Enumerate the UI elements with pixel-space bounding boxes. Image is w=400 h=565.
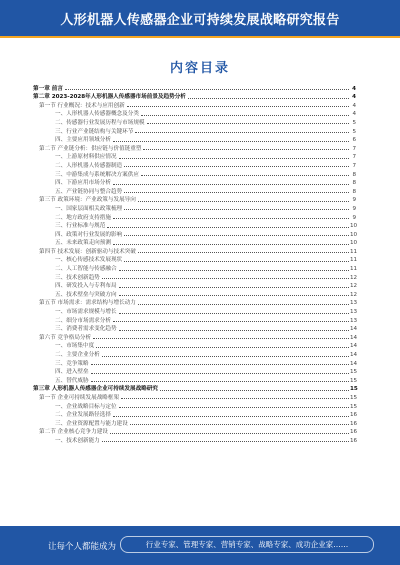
toc-entry[interactable] xyxy=(33,392,356,401)
page-header xyxy=(0,0,400,36)
toc-entry[interactable] xyxy=(33,117,356,126)
toc-entry-label: 三、企业资源配置与能力建设 xyxy=(55,420,128,427)
toc-entry-label: 五、技术壁垒与突破方向 xyxy=(55,291,117,298)
toc-entry[interactable] xyxy=(33,281,356,290)
toc-entry-label: 四、主要应用领域分析 xyxy=(55,137,111,144)
toc-entry-page: 4 xyxy=(352,102,356,109)
toc-entry[interactable] xyxy=(33,100,356,109)
toc-leader-dots xyxy=(124,192,349,193)
toc-entry-page: 14 xyxy=(350,360,358,367)
toc-entry-label: 第三节 政策环境：产业政策与发展导向 xyxy=(39,197,136,204)
page-footer xyxy=(0,526,400,565)
toc-entry[interactable] xyxy=(33,306,356,315)
toc-entry[interactable] xyxy=(33,255,356,264)
toc-entry-page: 11 xyxy=(350,248,358,255)
toc-entry-label: 二、地方政府支持措施 xyxy=(55,214,111,221)
toc-entry-label: 一、市场集中度 xyxy=(55,343,95,350)
toc-entry-page: 8 xyxy=(352,188,356,195)
toc-entry-label: 一、企业战略目标与定位 xyxy=(55,403,117,410)
toc-leader-dots xyxy=(130,424,349,425)
toc-entry[interactable] xyxy=(33,410,356,419)
toc-entry[interactable] xyxy=(33,83,356,92)
toc-leader-dots xyxy=(119,158,349,159)
toc-entry-label: 第二节 产业链分析：供应链与价值链重塑 xyxy=(39,145,142,152)
toc-entry-label: 三、技术创新趋势 xyxy=(55,274,100,281)
report-title: 人形机器人传感器企业可持续发展战略研究报告 xyxy=(60,13,340,28)
toc-entry[interactable] xyxy=(33,435,356,444)
toc-leader-dots xyxy=(113,416,349,417)
toc-entry-page: 11 xyxy=(350,266,358,273)
toc-entry[interactable] xyxy=(33,358,356,367)
footer-slogan: 让每个人都能成为 xyxy=(48,542,117,552)
toc-entry-label: 第二节 企业核心竞争力建设 xyxy=(39,429,108,436)
table-of-contents xyxy=(33,83,356,444)
toc-entry-page: 9 xyxy=(352,205,356,212)
toc-entry-page: 10 xyxy=(350,223,358,230)
toc-entry-page: 12 xyxy=(350,283,358,290)
toc-leader-dots xyxy=(138,201,349,202)
toc-entry-page: 16 xyxy=(350,412,358,419)
toc-entry-page: 16 xyxy=(350,429,358,436)
toc-leader-dots xyxy=(91,381,349,382)
toc-leader-dots xyxy=(141,175,349,176)
toc-heading: 内容目录 xyxy=(169,61,230,76)
toc-entry-label: 三、中游集成与系统解决方案供应 xyxy=(55,171,139,178)
toc-entry[interactable] xyxy=(33,263,356,272)
toc-entry-label: 五、产业链协同与整合趋势 xyxy=(55,188,123,195)
toc-entry-page: 14 xyxy=(350,334,358,341)
toc-leader-dots xyxy=(91,364,349,365)
toc-entry-page: 7 xyxy=(352,154,356,161)
toc-leader-dots xyxy=(147,123,349,124)
toc-entry[interactable] xyxy=(33,375,356,384)
toc-leader-dots xyxy=(119,313,349,314)
toc-leader-dots xyxy=(102,278,349,279)
toc-entry[interactable] xyxy=(33,324,356,333)
toc-entry[interactable] xyxy=(33,341,356,350)
toc-entry-page: 15 xyxy=(350,369,358,376)
toc-entry[interactable] xyxy=(33,135,356,144)
toc-entry-page: 4 xyxy=(352,94,356,101)
footer-tagline: 行业专家、管理专家、营销专家、战略专家、成功企业家…… xyxy=(120,536,374,553)
toc-leader-dots xyxy=(113,218,349,219)
toc-leader-dots xyxy=(121,398,349,399)
toc-leader-dots xyxy=(119,330,349,331)
toc-entry-label: 第一章 前言 xyxy=(33,85,63,92)
toc-entry-label: 三、竞争策略 xyxy=(55,360,89,367)
toc-entry-label: 第五节 市场需求：需求结构与增长动力 xyxy=(39,300,136,307)
toc-leader-dots xyxy=(113,184,349,185)
toc-leader-dots xyxy=(91,373,349,374)
toc-entry-label: 第一节 企业可持续发展战略框架 xyxy=(39,394,120,401)
toc-entry-page: 5 xyxy=(352,119,356,126)
toc-entry[interactable] xyxy=(33,178,356,187)
toc-entry[interactable] xyxy=(33,289,356,298)
toc-entry[interactable] xyxy=(33,418,356,427)
toc-entry[interactable] xyxy=(33,143,356,152)
toc-leader-dots xyxy=(160,390,349,391)
toc-entry-label: 五、替代威胁 xyxy=(55,377,89,384)
toc-entry[interactable] xyxy=(33,160,356,169)
toc-entry-page: 7 xyxy=(352,145,356,152)
toc-entry-page: 16 xyxy=(350,420,358,427)
toc-entry-page: 14 xyxy=(350,326,358,333)
toc-leader-dots xyxy=(110,433,349,434)
toc-entry-label: 四、下游应用市场分析 xyxy=(55,180,111,187)
toc-leader-dots xyxy=(119,270,349,271)
toc-entry[interactable] xyxy=(33,229,356,238)
toc-leader-dots xyxy=(124,261,349,262)
toc-entry-page: 15 xyxy=(350,386,358,393)
toc-entry[interactable] xyxy=(33,186,356,195)
toc-entry-label: 四、政策对行业发展的影响 xyxy=(55,231,123,238)
toc-leader-dots xyxy=(127,106,349,107)
toc-leader-dots xyxy=(107,227,349,228)
toc-entry[interactable] xyxy=(33,195,356,204)
toc-entry[interactable] xyxy=(33,272,356,281)
toc-entry-page: 8 xyxy=(352,180,356,187)
toc-entry-label: 一、人形机器人传感器概念及分类 xyxy=(55,111,139,118)
toc-leader-dots xyxy=(124,209,349,210)
toc-entry[interactable] xyxy=(33,367,356,376)
toc-leader-dots xyxy=(65,89,349,90)
toc-entry[interactable] xyxy=(33,152,356,161)
toc-leader-dots xyxy=(113,321,349,322)
toc-entry[interactable] xyxy=(33,212,356,221)
toc-entry-label: 二、人形机器人传感器制造 xyxy=(55,162,123,169)
toc-entry-page: 8 xyxy=(352,171,356,178)
toc-leader-dots xyxy=(124,235,349,236)
toc-entry-label: 一、上游原材料供应情况 xyxy=(55,154,117,161)
toc-entry[interactable] xyxy=(33,221,356,230)
toc-leader-dots xyxy=(135,132,349,133)
toc-leader-dots xyxy=(113,141,349,142)
toc-entry-page: 13 xyxy=(350,317,358,324)
toc-entry-page: 12 xyxy=(350,291,358,298)
toc-entry-page: 4 xyxy=(352,111,356,118)
toc-entry-label: 第二章 2023-2028年人形机器人传感器市场前景及趋势分析 xyxy=(33,94,186,101)
toc-entry[interactable] xyxy=(33,315,356,324)
toc-leader-dots xyxy=(188,98,349,99)
toc-entry-label: 第四节 技术发展：创新驱动与技术突破 xyxy=(39,248,136,255)
toc-entry[interactable] xyxy=(33,298,356,307)
toc-entry-page: 5 xyxy=(352,128,356,135)
toc-leader-dots xyxy=(119,287,349,288)
toc-entry-label: 一、技术创新能力 xyxy=(55,437,100,444)
toc-entry-page: 15 xyxy=(350,403,358,410)
toc-entry[interactable] xyxy=(33,384,356,393)
toc-entry-page: 9 xyxy=(352,214,356,221)
toc-leader-dots xyxy=(141,115,349,116)
header-accent-stripe xyxy=(0,36,400,38)
toc-leader-dots xyxy=(138,252,349,253)
toc-entry-page: 15 xyxy=(350,394,358,401)
toc-entry[interactable] xyxy=(33,427,356,436)
toc-entry-label: 二、人工智能与传感融合 xyxy=(55,266,117,273)
toc-leader-dots xyxy=(102,356,349,357)
toc-entry-page: 6 xyxy=(352,137,356,144)
toc-entry-label: 一、核心传感技术发展现状 xyxy=(55,257,123,264)
toc-entry-page: 13 xyxy=(350,309,358,316)
toc-entry-label: 二、企业发展路径选择 xyxy=(55,412,111,419)
toc-entry-label: 第一节 行业概况：技术与应用创新 xyxy=(39,102,125,109)
toc-entry-page: 4 xyxy=(352,85,356,92)
toc-entry-label: 四、进入壁垒 xyxy=(55,369,89,376)
toc-leader-dots xyxy=(93,338,349,339)
toc-entry-page: 13 xyxy=(350,300,358,307)
toc-leader-dots xyxy=(138,304,349,305)
toc-entry-label: 三、行业产业链结构与关键环节 xyxy=(55,128,134,135)
toc-entry-label: 第六节 竞争格局分析 xyxy=(39,334,92,341)
toc-leader-dots xyxy=(124,166,349,167)
toc-entry-label: 五、未来政策走向预测 xyxy=(55,240,111,247)
toc-entry[interactable] xyxy=(33,169,356,178)
toc-entry[interactable] xyxy=(33,109,356,118)
toc-entry-label: 三、消费者需求变化趋势 xyxy=(55,326,117,333)
toc-entry-label: 二、传感器行业发展历程与市场规模 xyxy=(55,119,145,126)
toc-leader-dots xyxy=(119,407,349,408)
toc-leader-dots xyxy=(102,441,349,442)
toc-entry-label: 第三章 人形机器人传感器企业可持续发展战略研究 xyxy=(33,386,159,393)
toc-leader-dots xyxy=(143,149,349,150)
toc-entry-page: 10 xyxy=(350,240,358,247)
toc-entry[interactable] xyxy=(33,246,356,255)
toc-entry-page: 11 xyxy=(350,257,358,264)
toc-entry-label: 一、市场需求规模与增长 xyxy=(55,309,117,316)
toc-entry-label: 四、研发投入与专利布局 xyxy=(55,283,117,290)
toc-entry-page: 15 xyxy=(350,377,358,384)
toc-leader-dots xyxy=(119,295,349,296)
toc-entry-page: 7 xyxy=(352,162,356,169)
toc-entry-page: 14 xyxy=(350,343,358,350)
toc-entry[interactable] xyxy=(33,126,356,135)
toc-entry[interactable] xyxy=(33,401,356,410)
toc-entry-page: 9 xyxy=(352,197,356,204)
toc-entry-page: 16 xyxy=(350,437,358,444)
toc-leader-dots xyxy=(113,244,349,245)
toc-entry[interactable] xyxy=(33,203,356,212)
toc-entry-page: 14 xyxy=(350,352,358,358)
toc-entry[interactable] xyxy=(33,349,356,358)
toc-entry-page: 12 xyxy=(350,274,358,281)
toc-entry-label: 三、行业标准与规范 xyxy=(55,223,106,230)
toc-entry-label: 一、国家层面相关政策梳理 xyxy=(55,205,123,212)
toc-entry-page: 10 xyxy=(350,231,358,238)
toc-entry[interactable] xyxy=(33,238,356,247)
toc-entry-label: 二、主要企业分析 xyxy=(55,352,100,358)
toc-leader-dots xyxy=(96,347,349,348)
toc-entry-label: 二、细分市场需求分析 xyxy=(55,317,111,324)
toc-entry[interactable] xyxy=(33,92,356,101)
toc-entry[interactable] xyxy=(33,332,356,341)
